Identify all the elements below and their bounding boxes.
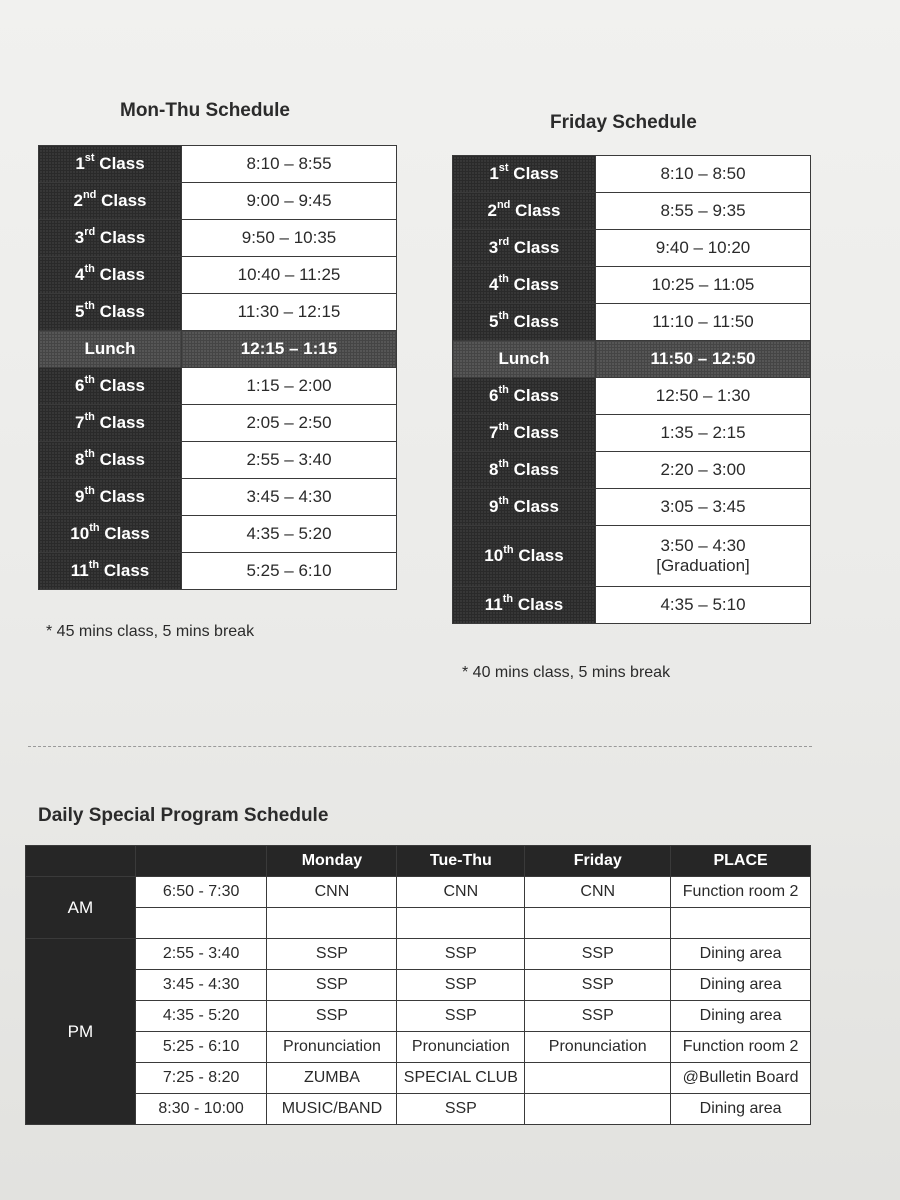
blank-header	[26, 846, 136, 877]
column-header: Tue-Thu	[397, 846, 525, 877]
time-range: 10:40 – 11:25	[237, 265, 341, 284]
mon-thu-note: * 45 mins class, 5 mins break	[46, 623, 255, 640]
period-number: 3	[74, 228, 85, 247]
time-range: 12:15 – 1:15	[240, 339, 338, 358]
program-row	[26, 908, 811, 939]
class-row	[453, 156, 811, 193]
period-time	[182, 553, 397, 590]
period-label	[453, 341, 596, 378]
period-number: 7	[489, 423, 499, 442]
period-time	[182, 294, 397, 331]
class-word: Class	[513, 595, 564, 614]
class-row	[39, 368, 397, 405]
period-label	[39, 479, 182, 516]
period-label	[453, 415, 596, 452]
class-word: Class	[99, 561, 150, 580]
period-label	[39, 368, 182, 405]
period-time	[182, 183, 397, 220]
period-label	[453, 526, 596, 587]
program-cell: Dining area	[671, 1001, 811, 1032]
period-number: 6	[75, 376, 85, 395]
class-word: Class	[99, 524, 150, 543]
period-number: 3	[488, 238, 499, 257]
time-note: [Graduation]	[656, 556, 750, 575]
program-cell	[525, 1094, 671, 1125]
time-range: 9:00 – 9:45	[246, 191, 332, 210]
period-time	[182, 257, 397, 294]
program-cell: Dining area	[671, 939, 811, 970]
period-time	[596, 193, 811, 230]
class-row	[39, 294, 397, 331]
column-header: Monday	[267, 846, 397, 877]
class-row	[39, 183, 397, 220]
class-word: Class	[508, 275, 559, 294]
period-number: 11	[484, 595, 503, 614]
period-time	[182, 479, 397, 516]
time-cell: 6:50 - 7:30	[135, 877, 267, 908]
period-label	[453, 267, 596, 304]
program-cell	[267, 908, 397, 939]
class-word: Class	[508, 386, 559, 405]
period-label	[39, 294, 182, 331]
time-range: 3:50 – 4:30	[660, 536, 746, 555]
period-time	[182, 405, 397, 442]
period-number: 1	[489, 164, 499, 183]
time-range: 9:40 – 10:20	[655, 238, 751, 257]
program-row	[26, 970, 811, 1001]
period-number: Lunch	[84, 339, 136, 358]
ordinal-suffix: th	[498, 421, 509, 433]
mon-thu-title: Mon-Thu Schedule	[120, 100, 290, 121]
period-time	[182, 442, 397, 479]
class-word: Class	[508, 423, 559, 442]
program-cell	[525, 908, 671, 939]
period-time	[182, 220, 397, 257]
period-label	[453, 489, 596, 526]
program-cell: Function room 2	[671, 1032, 811, 1063]
class-word: Class	[94, 265, 145, 284]
period-number: 9	[489, 497, 499, 516]
friday-table	[452, 155, 811, 624]
class-row	[453, 230, 811, 267]
program-row	[26, 1094, 811, 1125]
period-label	[39, 553, 182, 590]
program-cell: SSP	[525, 1001, 671, 1032]
period-label	[39, 331, 182, 368]
period-number: 8	[75, 450, 85, 469]
period-number: 2	[73, 191, 83, 210]
ordinal-suffix: th	[498, 310, 509, 322]
class-row	[39, 442, 397, 479]
class-row	[39, 257, 397, 294]
period-number: 7	[75, 413, 85, 432]
ordinal-suffix: th	[84, 448, 95, 460]
program-cell: SSP	[397, 1094, 525, 1125]
period-number: 6	[489, 386, 499, 405]
program-cell	[671, 908, 811, 939]
class-word: Class	[508, 164, 559, 183]
class-word: Class	[94, 154, 145, 173]
program-cell: CNN	[397, 877, 525, 908]
ordinal-suffix: th	[498, 273, 509, 285]
class-row	[453, 193, 811, 230]
ordinal-suffix: th	[498, 384, 509, 396]
time-range: 2:55 – 3:40	[246, 450, 332, 469]
class-word: Class	[94, 487, 145, 506]
class-row	[453, 378, 811, 415]
ordinal-suffix: th	[84, 374, 95, 386]
program-row	[26, 939, 811, 970]
class-row	[39, 516, 397, 553]
period-number: 1	[75, 154, 85, 173]
column-header: PLACE	[671, 846, 811, 877]
lunch-row	[453, 341, 811, 378]
program-cell: SPECIAL CLUB	[397, 1063, 525, 1094]
time-cell: 2:55 - 3:40	[135, 939, 267, 970]
program-cell: Pronunciation	[397, 1032, 525, 1063]
dashed-divider	[28, 746, 812, 747]
program-cell: MUSIC/BAND	[267, 1094, 397, 1125]
period-time	[182, 516, 397, 553]
time-range: 8:10 – 8:55	[246, 154, 332, 173]
period-label	[39, 220, 182, 257]
period-time	[596, 452, 811, 489]
period-number: 8	[489, 460, 499, 479]
program-cell: CNN	[267, 877, 397, 908]
class-word: Class	[95, 228, 146, 247]
ordinal-suffix: th	[502, 593, 514, 605]
period-time	[182, 368, 397, 405]
program-cell: SSP	[397, 1001, 525, 1032]
period-label	[453, 230, 596, 267]
period-label	[39, 405, 182, 442]
period-number: 10	[70, 524, 90, 543]
program-row	[26, 877, 811, 908]
ordinal-suffix: th	[84, 300, 95, 312]
class-word: Class	[508, 312, 559, 331]
time-cell: 4:35 - 5:20	[135, 1001, 267, 1032]
period-number: 11	[70, 561, 89, 580]
time-range: 10:25 – 11:05	[651, 275, 755, 294]
time-cell: 5:25 - 6:10	[135, 1032, 267, 1063]
period-label	[39, 146, 182, 183]
period-label	[39, 516, 182, 553]
program-cell	[525, 1063, 671, 1094]
class-word: Class	[96, 191, 147, 210]
time-range: 3:45 – 4:30	[246, 487, 332, 506]
period-number: 5	[75, 302, 85, 321]
period-number: 5	[489, 312, 499, 331]
ordinal-suffix: st	[498, 162, 509, 174]
period-label	[453, 587, 596, 624]
time-cell	[135, 908, 267, 939]
period-time	[596, 378, 811, 415]
class-word: Class	[513, 546, 564, 565]
time-range: 2:05 – 2:50	[246, 413, 332, 432]
program-row	[26, 1001, 811, 1032]
period-time	[596, 304, 811, 341]
period-time	[596, 415, 811, 452]
time-range: 4:35 – 5:20	[246, 524, 332, 543]
class-row	[453, 489, 811, 526]
class-word: Class	[94, 413, 145, 432]
period-time	[596, 156, 811, 193]
program-cell	[397, 908, 525, 939]
time-range: 11:10 – 11:50	[652, 312, 754, 331]
ordinal-suffix: nd	[496, 199, 511, 211]
program-cell: SSP	[397, 939, 525, 970]
class-word: Class	[509, 238, 560, 257]
program-cell: SSP	[397, 970, 525, 1001]
ordinal-suffix: th	[503, 544, 514, 556]
program-cell: SSP	[267, 939, 397, 970]
time-range: 1:15 – 2:00	[246, 376, 332, 395]
ordinal-suffix: nd	[82, 189, 97, 201]
time-range: 8:10 – 8:50	[660, 164, 746, 183]
program-cell: SSP	[267, 970, 397, 1001]
program-cell: SSP	[267, 1001, 397, 1032]
period-time	[596, 230, 811, 267]
pm-label: PM	[26, 939, 136, 1125]
period-number: 9	[75, 487, 85, 506]
daily-program-table	[25, 845, 811, 1125]
program-row	[26, 1032, 811, 1063]
daily-title: Daily Special Program Schedule	[38, 805, 329, 826]
period-label	[453, 304, 596, 341]
class-row	[39, 479, 397, 516]
period-time	[596, 587, 811, 624]
program-cell: CNN	[525, 877, 671, 908]
period-number: 4	[75, 265, 85, 284]
time-cell: 8:30 - 10:00	[135, 1094, 267, 1125]
program-cell: SSP	[525, 970, 671, 1001]
class-word: Class	[94, 450, 145, 469]
column-header: Friday	[525, 846, 671, 877]
time-range: 9:50 – 10:35	[241, 228, 337, 247]
ordinal-suffix: th	[498, 458, 509, 470]
period-label	[39, 442, 182, 479]
class-row	[453, 415, 811, 452]
period-label	[453, 378, 596, 415]
time-range: 8:55 – 9:35	[660, 201, 746, 220]
time-cell: 3:45 - 4:30	[135, 970, 267, 1001]
am-label: AM	[26, 877, 136, 939]
time-cell: 7:25 - 8:20	[135, 1063, 267, 1094]
time-range: 1:35 – 2:15	[660, 423, 746, 442]
friday-title: Friday Schedule	[550, 112, 697, 133]
period-time	[596, 341, 811, 378]
class-row	[453, 304, 811, 341]
time-range: 5:25 – 6:10	[246, 561, 332, 580]
class-row	[453, 452, 811, 489]
ordinal-suffix: st	[84, 152, 95, 164]
program-cell: SSP	[525, 939, 671, 970]
class-row	[39, 405, 397, 442]
ordinal-suffix: rd	[498, 236, 510, 248]
time-range: 2:20 – 3:00	[660, 460, 746, 479]
time-range: 11:30 – 12:15	[237, 302, 341, 321]
class-row	[453, 526, 811, 587]
period-label	[453, 156, 596, 193]
time-range: 12:50 – 1:30	[655, 386, 751, 405]
time-range: 4:35 – 5:10	[660, 595, 746, 614]
program-cell: @Bulletin Board	[671, 1063, 811, 1094]
period-time	[596, 489, 811, 526]
program-cell: Dining area	[671, 1094, 811, 1125]
period-label	[453, 193, 596, 230]
period-label	[39, 257, 182, 294]
ordinal-suffix: th	[84, 485, 95, 497]
class-word: Class	[94, 376, 145, 395]
period-number: 4	[489, 275, 499, 294]
period-label	[453, 452, 596, 489]
class-row	[39, 146, 397, 183]
class-word: Class	[508, 497, 559, 516]
program-row	[26, 1063, 811, 1094]
blank-header	[135, 846, 267, 877]
time-range: 11:50 – 12:50	[650, 349, 756, 368]
class-word: Class	[510, 201, 561, 220]
period-time	[182, 331, 397, 368]
program-cell: Function room 2	[671, 877, 811, 908]
class-row	[39, 220, 397, 257]
class-row	[39, 553, 397, 590]
time-range: 3:05 – 3:45	[660, 497, 746, 516]
program-cell: Dining area	[671, 970, 811, 1001]
class-row	[453, 267, 811, 304]
period-number: Lunch	[498, 349, 550, 368]
period-label	[39, 183, 182, 220]
class-word: Class	[94, 302, 145, 321]
period-time	[182, 146, 397, 183]
lunch-row	[39, 331, 397, 368]
ordinal-suffix: th	[84, 411, 95, 423]
program-cell: ZUMBA	[267, 1063, 397, 1094]
period-time	[596, 526, 811, 587]
header-row	[26, 846, 811, 877]
ordinal-suffix: th	[84, 263, 95, 275]
class-word: Class	[508, 460, 559, 479]
mon-thu-table	[38, 145, 397, 590]
period-number: 10	[484, 546, 504, 565]
ordinal-suffix: th	[498, 495, 509, 507]
ordinal-suffix: th	[88, 559, 100, 571]
friday-note: * 40 mins class, 5 mins break	[462, 664, 671, 681]
period-time	[596, 267, 811, 304]
program-cell: Pronunciation	[267, 1032, 397, 1063]
program-cell: Pronunciation	[525, 1032, 671, 1063]
class-row	[453, 587, 811, 624]
period-number: 2	[487, 201, 497, 220]
ordinal-suffix: th	[89, 522, 100, 534]
ordinal-suffix: rd	[84, 226, 96, 238]
